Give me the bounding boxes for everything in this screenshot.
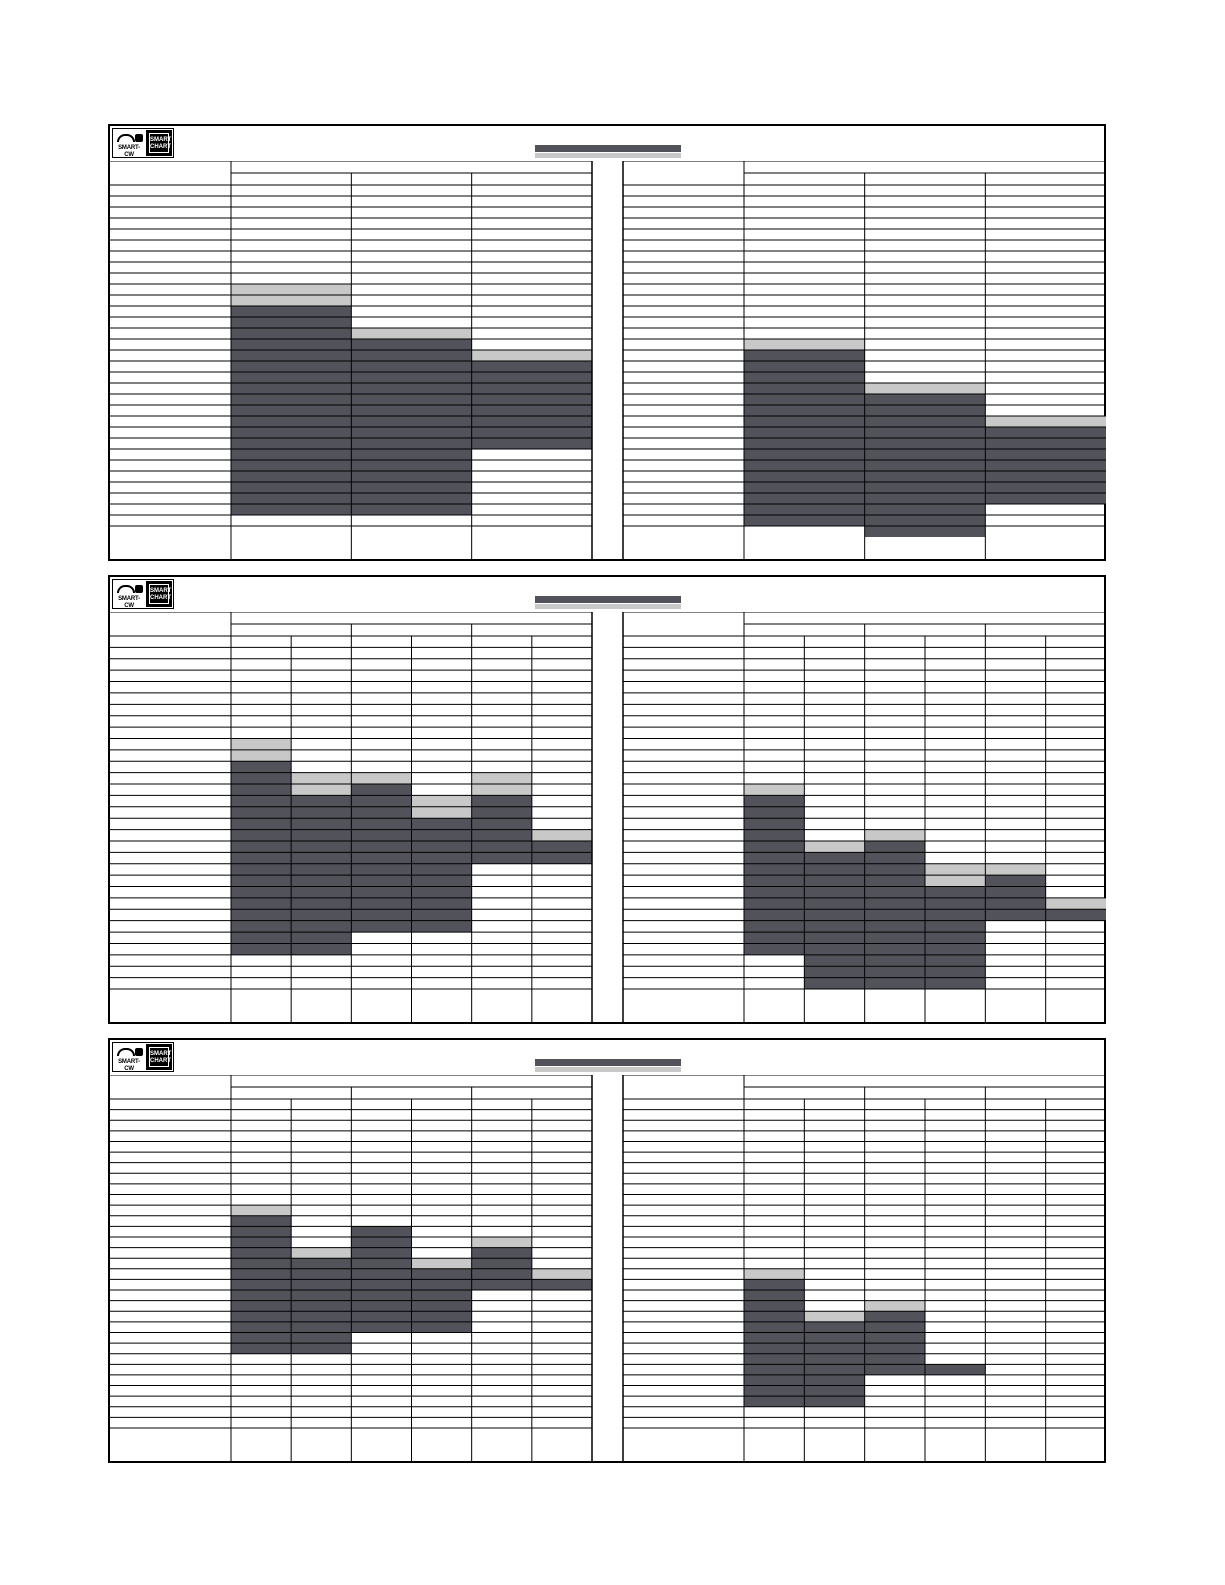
smart-chart-icon (146, 1044, 172, 1070)
wave-icon (114, 130, 144, 156)
logo-word-2: CHART (150, 595, 171, 601)
bar-fill (291, 1258, 351, 1354)
bar-partial (804, 1311, 864, 1322)
wave-icon (114, 581, 144, 607)
logo-word-1: SMART (150, 1051, 172, 1057)
bar-fill (865, 841, 925, 989)
bar-partial (472, 350, 592, 361)
title-bar (535, 596, 681, 603)
title-underline (535, 153, 681, 158)
logo-caption: SMART-CW (118, 596, 140, 609)
bar-partial (351, 773, 411, 784)
bar-fill (1046, 909, 1106, 920)
bar-fill (231, 1216, 291, 1354)
bar-partial (412, 1258, 472, 1269)
bar-partial (1046, 898, 1106, 909)
logo-word-2: CHART (150, 144, 171, 150)
bar-partial (744, 339, 865, 350)
bar-fill (231, 761, 291, 955)
bar-partial (865, 1301, 925, 1312)
bar-fill (231, 306, 351, 515)
bar-partial (985, 416, 1106, 427)
bar-partial (865, 383, 986, 394)
bar-partial (231, 1205, 291, 1216)
chart-grid (110, 1075, 1108, 1463)
bar-partial (532, 830, 592, 841)
chart-panel-1 (108, 124, 1106, 561)
bar-fill (925, 1364, 985, 1375)
chart-grid (110, 161, 1108, 561)
bar-partial (291, 1248, 351, 1259)
smart-cw-logo (112, 579, 174, 609)
logo-word-1: SMART (150, 588, 172, 594)
bar-fill (865, 394, 986, 537)
bar-partial (804, 841, 864, 852)
bar-fill (532, 1279, 592, 1290)
bar-fill (985, 427, 1106, 504)
logo-caption: SMART-CW (118, 1059, 140, 1072)
bar-partial (865, 830, 925, 841)
wave-icon (114, 1044, 144, 1070)
title-underline (535, 1067, 681, 1072)
smart-cw-logo (112, 1042, 174, 1072)
logo-word-1: SMART (150, 137, 172, 143)
smart-cw-logo (112, 128, 174, 158)
smart-chart-icon (146, 581, 172, 607)
logo-word-2: CHART (150, 1058, 171, 1064)
bar-partial (472, 1237, 532, 1248)
title-underline (535, 604, 681, 609)
title-bar (535, 1059, 681, 1066)
logo-caption: SMART-CW (118, 145, 140, 158)
bar-partial (532, 1269, 592, 1280)
bar-partial (985, 864, 1045, 875)
chart-panel-3 (108, 1038, 1106, 1463)
bar-partial (351, 328, 471, 339)
bar-partial (744, 1269, 804, 1280)
chart-grid (110, 612, 1108, 1024)
title-bar (535, 145, 681, 152)
bar-fill (351, 784, 411, 932)
smart-chart-icon (146, 130, 172, 156)
chart-panel-2 (108, 575, 1106, 1024)
bar-partial (744, 784, 804, 795)
bar-fill (925, 887, 985, 989)
